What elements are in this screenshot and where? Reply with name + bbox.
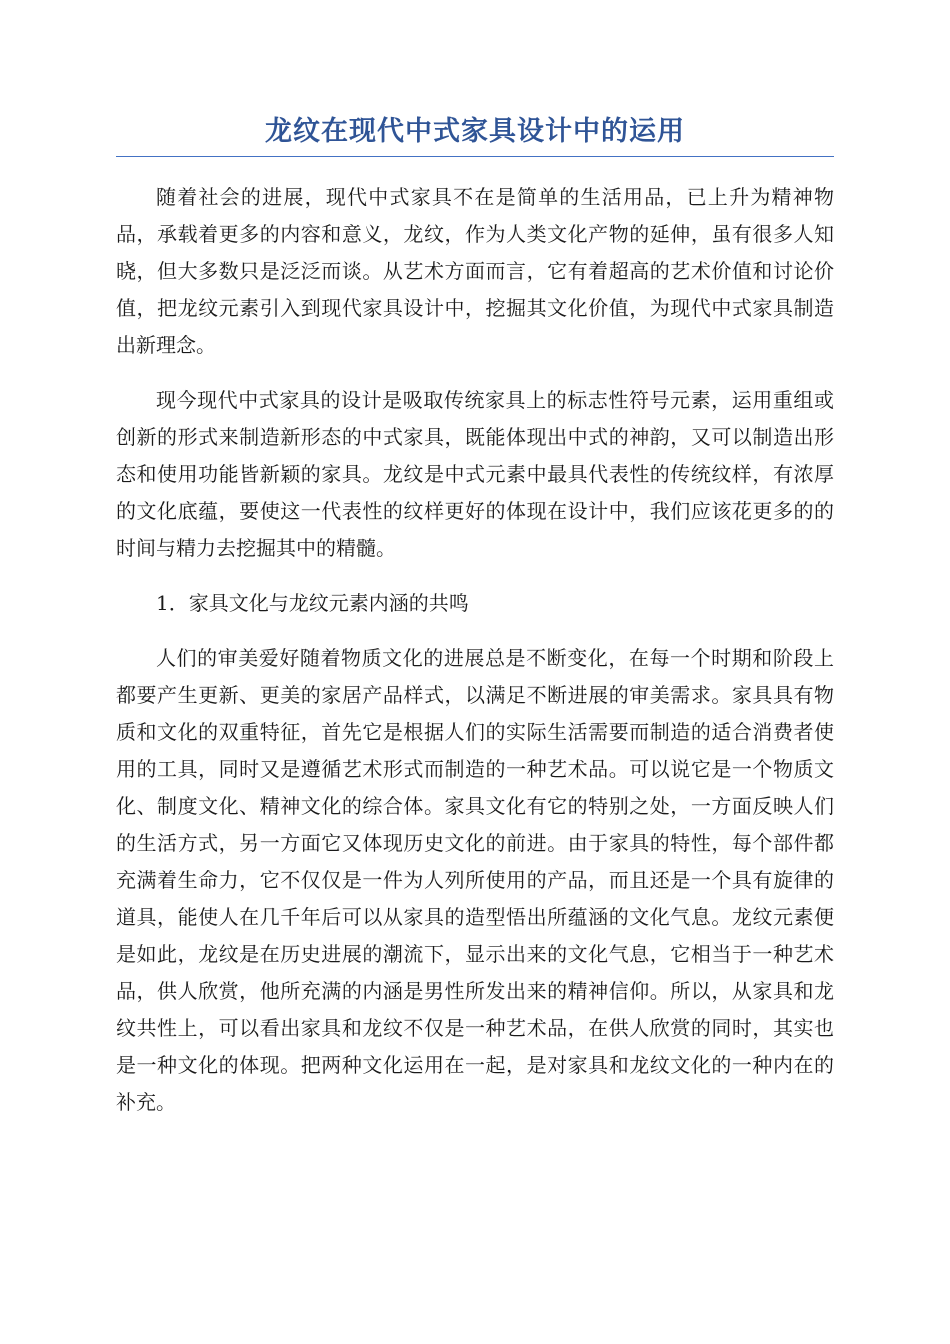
paragraph-intro: 随着社会的进展，现代中式家具不在是简单的生活用品，已上升为精神物品，承载着更多的内容和意义，龙纹，作为人类文化产物的延伸，虽有很多人知晓，但大多数只是泛泛而谈。从艺术方面而言，它有着超高的艺术价值和讨论价值，把龙纹元素引入到现代家具设计中，挖掘其文化价值，为现代中式家具制造出新理念。 xyxy=(116,185,834,357)
document-page xyxy=(116,110,834,1139)
document-title: 龙纹在现代中式家具设计中的运用 xyxy=(116,110,834,157)
document-body xyxy=(116,179,834,1121)
section-heading: 1．家具文化与龙纹元素内涵的共鸣 xyxy=(156,591,469,615)
paragraph-design: 现今现代中式家具的设计是吸取传统家具上的标志性符号元素，运用重组或创新的形式来制造新形态的中式家具，既能体现出中式的神韵，又可以制造出形态和使用功能皆新颖的家具。龙纹是中式元素中最具代表性的传统纹样，有浓厚的文化底蕴，要使这一代表性的纹样更好的体现在设计中，我们应该花更多的的时间与精力去挖掘其中的精髓。 xyxy=(116,388,834,560)
paragraph-culture: 人们的审美爱好随着物质文化的进展总是不断变化，在每一个时期和阶段上都要产生更新、更美的家居产品样式，以满足不断进展的审美需求。家具具有物质和文化的双重特征，首先它是根据人们的实际生活需要而制造的适合消费者使用的工具，同时又是遵循艺术形式而制造的一种艺术品。可以说它是一个物质文化、制度文化、精神文化的综合体。家具文化有它的特别之处，一方面反映人们的生活方式，另一方面它又体现历史文化的前进。由于家具的特性，每个部件都充满着生命力，它不仅仅是一件为人列所使用的产品，而且还是一个具有旋律的道具，能使人在几千年后可以从家具的造型悟出所蕴涵的文化气息。龙纹元素便是如此，龙纹是在历史进展的潮流下，显示出来的文化气息，它相当于一种艺术品，供人欣赏，他所充满的内涵是男性所发出来的精神信仰。所以，从家具和龙纹共性上，可以看出家具和龙纹不仅是一种艺术品，在供人欣赏的同时，其实也是一种文化的体现。把两种文化运用在一起，是对家具和龙纹文化的一种内在的补充。 xyxy=(116,646,834,1114)
